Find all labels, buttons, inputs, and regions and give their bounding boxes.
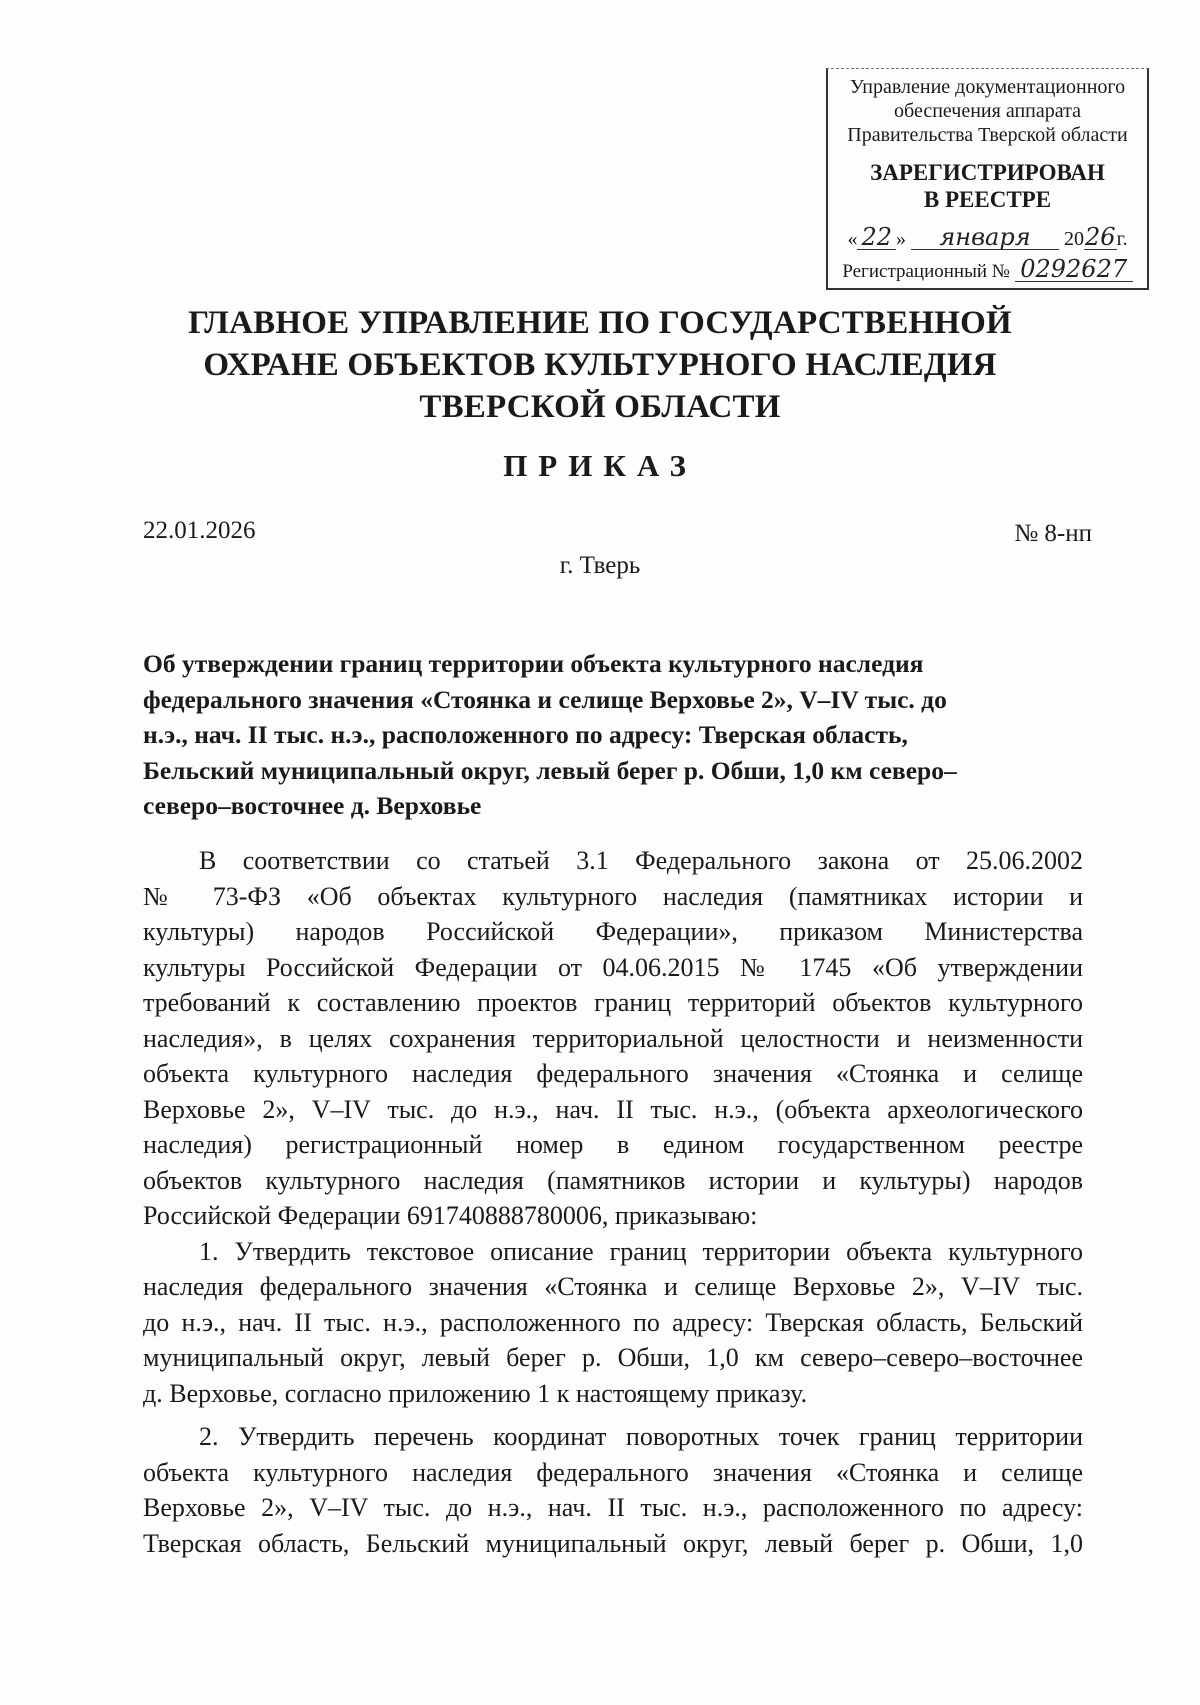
order-item-2 [143,1419,1083,1561]
stamp-date-open-quote: « [847,228,858,250]
body-line: объекта культурного наследия федерального значения «Стоянка и селище [143,1457,1083,1487]
document-number: № 8-нп [1014,520,1092,547]
stamp-organization [828,75,1147,147]
body-line: наследия», в целях сохранения территориальной целостности и неизменности [143,1023,1083,1053]
body-line: культуры) народов Российской Федерации», приказом Министерства [143,917,1083,946]
body-line: культуры Российской Федерации от 04.06.2015 № 1745 «Об утверждении [143,952,1083,982]
registration-stamp [826,68,1149,290]
stamp-date-day: 22 [857,225,896,250]
body-line: наследия федерального значения «Стоянка и селище Верховье 2», V–IV тыс. [143,1272,1083,1301]
body-line: объектов культурного наследия (памятников истории и культуры) народов [143,1165,1083,1195]
body-line: до н.э., нач. II тыс. н.э., расположенного по адресу: Тверская область, Бельский [143,1307,1083,1337]
body-line: наследия) регистрационный номер в едином государственном реестре [143,1130,1083,1159]
body-line: объекта культурного наследия федерального значения «Стоянка и селище [143,1059,1083,1088]
agency-name-line: ОХРАНЕ ОБЪЕКТОВ КУЛЬТУРНОГО НАСЛЕДИЯ [203,347,997,383]
stamp-date-year: 26 [1085,223,1116,251]
document-subject [143,646,1083,824]
body-line: Верховье 2», V–IV тыс. до н.э., нач. II тыс. н.э., расположенного по адресу: [143,1493,1083,1522]
stamp-registration-number [828,257,1147,284]
stamp-org-line: Управление документационного [849,76,1126,98]
stamp-registered-label [828,159,1147,213]
body-line: Верховье 2», V–IV тыс. до н.э., нач. II тыс. н.э., (объекта археологического [143,1094,1083,1124]
subject-line: Об утверждении границ территории объекта культурного наследия [143,649,924,678]
document-city: г. Тверь [559,552,641,579]
document-date: 22.01.2026 [143,517,256,544]
body-line: требований к составлению проектов границ территорий объектов культурного [143,988,1083,1017]
stamp-date-year-prefix: 20 [1064,228,1085,250]
stamp-registered-line: ЗАРЕГИСТРИРОВАН [870,160,1105,185]
order-item-1 [143,1234,1083,1412]
preamble-paragraph [143,843,1083,1234]
body-line: муниципальный округ, левый берег р. Обши, 1,0 км северо–северо–восточнее [143,1343,1083,1372]
stamp-date [828,225,1147,251]
stamp-date-month: января [911,225,1059,250]
body-line: 1. Утвердить текстовое описание границ территории объекта культурного [199,1236,1083,1266]
body-line: Тверская область, Бельский муниципальный округ, левый берег р. Обши, 1,0 [143,1528,1083,1558]
stamp-registered-line: В РЕЕСТРЕ [923,187,1052,212]
body-line: д. Верховье, согласно приложению 1 к настоящему приказу. [143,1378,808,1408]
agency-name-line: ТВЕРСКОЙ ОБЛАСТИ [419,389,781,425]
agency-name [150,302,1050,428]
stamp-org-line: Правительства Тверской области [847,124,1128,146]
subject-line: федерального значения «Стоянка и селище Верховье 2», V–IV тыс. до [143,684,947,714]
subject-line: северо–восточнее д. Верховье [143,791,482,820]
document-type: ПРИКАЗ [503,448,697,483]
body-line: № 73-ФЗ «Об объектах культурного наследия (памятниках истории и [143,881,1083,911]
stamp-org-line: обеспечения аппарата [894,100,1081,122]
body-line: В соответствии со статьей 3.1 Федерального закона от 25.06.2002 [199,846,1083,875]
agency-name-line: ГЛАВНОЕ УПРАВЛЕНИЕ ПО ГОСУДАРСТВЕННОЙ [188,305,1012,341]
paragraph-gap [143,1411,1083,1419]
stamp-date-year-unit: г. [1116,228,1128,250]
document-body [143,843,1083,1561]
body-line: Российской Федерации 691740888780006, приказываю: [143,1201,758,1230]
stamp-reg-number-label: Регистрационный № [842,261,1010,282]
subject-line: н.э., нач. II тыс. н.э., расположенного по адресу: Тверская область, [143,720,908,749]
stamp-reg-number-value: 0292627 [1015,257,1133,282]
subject-line: Бельский муниципальный округ, левый берег р. Обши, 1,0 км северо– [143,755,957,785]
body-line: 2. Утвердить перечень координат поворотных точек границ территории [199,1422,1083,1451]
stamp-date-close-quote: » [896,228,907,250]
